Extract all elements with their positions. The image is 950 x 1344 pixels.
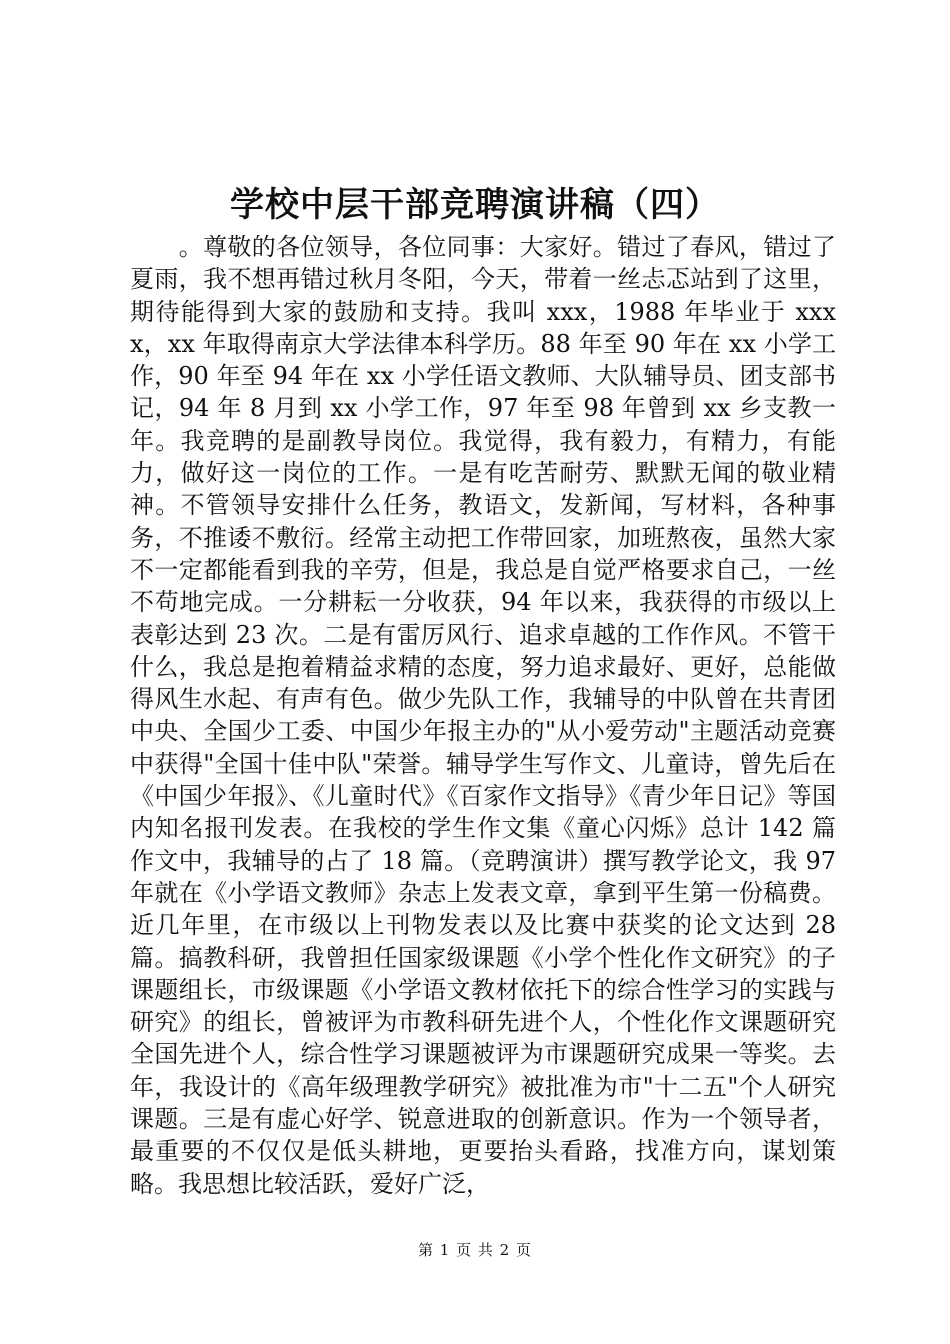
document-body: 。尊敬的各位领导，各位同事：大家好。错过了春风，错过了夏雨，我不想再错过秋月冬阳，今天，带着一丝忐忑站到了这里，期待能得到大家的鼓励和支持。我叫 xxx，1988 年毕业于 xxxx，xx 年取得南京大学法律本科学历。88 年至 90 年在 xx 小学工作，90 年至 94 年在 xx 小学任语文教师、大队辅导员、团支部书记，94 年 8 月到 xx 小学工作，97 年至 98 年曾到 xx 乡支教一年。我竞聘的是副教导岗位。我觉得，我有毅力，有精力，有能力，做好这一岗位的工作。一是有吃苦耐劳、默默无闻的敬业精神。不管领导安排什么任务，教语文，发新闻，写材料，各种事务，不推诿不敷衍。经常主动把工作带回家，加班熬夜，虽然大家不一定都能看到我的辛劳，但是，我总是自觉严格要求自己，一丝不苟地完成。一分耕耘一分收获，94 年以来，我获得的市级以上表彰达到 23 次。二是有雷厉风行、追求卓越的工作作风。不管干什么，我总是抱着精益求精的态度，努力追求最好、更好，总能做得风生水起、有声有色。做少先队工作，我辅导的中队曾在共青团中央、全国少工委、中国少年报主办的"从小爱劳动"主题活动竞赛中获得"全国十佳中队"荣誉。辅导学生写作文、儿童诗，曾先后在《中国少年报》、《儿童时代》《百家作文指导》《青少年日记》等国内知名报刊发表。在我校的学生作文集《童心闪烁》总计 142 篇作文中，我辅导的占了 18 篇。（竞聘演讲）撰写教学论文，我 97 年就在《小学语文教师》杂志上发表文章，拿到平生第一份稿费。近几年里，在市级以上刊物发表以及比赛中获奖的论文达到 28 篇。搞教科研，我曾担任国家级课题《小学个性化作文研究》的子课题组长，市级课题《小学语文教材依托下的综合性学习的实践与研究》的组长，曾被评为市教科研先进个人，个性化作文课题研究全国先进个人，综合性学习课题被评为市课题研究成果一等奖。去年，我设计的《高年级理教学研究》被批准为市"十二五"个人研究课题。三是有虚心好学、锐意进取的创新意识。作为一个领导者，最重要的不仅仅是低头耕地，更要抬头看路，找准方向，谋划策略。我思想比较活跃，爱好广泛， [130, 233, 836, 1198]
page-footer: 第 1 页 共 2 页 [418, 1241, 532, 1259]
document-title: 学校中层干部竞聘演讲稿（四） [230, 185, 720, 225]
